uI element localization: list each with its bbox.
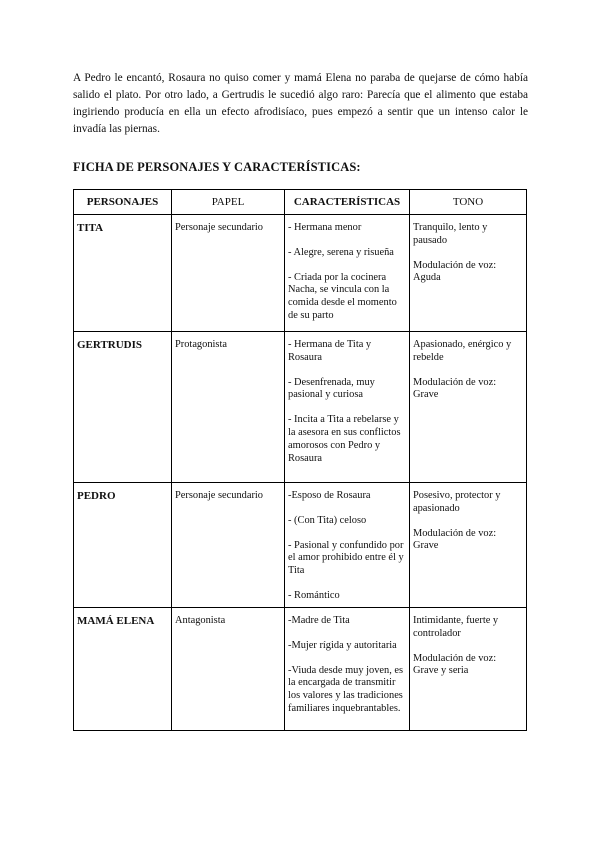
voice-modulation: Modulación de voz: Grave bbox=[413, 376, 497, 401]
trait-item: - Criada por la cocinera Nacha, se vincula con la comida desde el momento de su parto bbox=[288, 271, 397, 321]
trait-item: - Desenfrenada, muy pasional y curiosa bbox=[288, 376, 375, 401]
character-traits bbox=[285, 608, 410, 731]
table-row bbox=[74, 483, 527, 608]
character-role: Personaje secundario bbox=[172, 215, 285, 332]
character-role: Personaje secundario bbox=[172, 483, 285, 608]
trait-item: -Mujer rígida y autoritaria bbox=[288, 639, 397, 651]
character-traits bbox=[285, 332, 410, 483]
trait-item: - Romántico bbox=[288, 589, 340, 601]
character-name: TITA bbox=[74, 215, 172, 332]
character-name: GERTRUDIS bbox=[74, 332, 172, 483]
trait-item: -Viuda desde muy joven, es la encargada de transmitir los valores y las tradiciones familiares inquebrantables. bbox=[288, 664, 404, 714]
table-row bbox=[74, 608, 527, 731]
trait-item: - Pasional y confundido por el amor prohibido entre él y Tita bbox=[288, 539, 404, 577]
character-role: Protagonista bbox=[172, 332, 285, 483]
character-name: PEDRO bbox=[74, 483, 172, 608]
trait-item: - Hermana de Tita y Rosaura bbox=[288, 339, 372, 363]
tone-description: Intimidante, fuerte y controlador bbox=[413, 615, 499, 639]
character-table bbox=[73, 189, 527, 731]
character-tone bbox=[410, 483, 527, 608]
character-tone bbox=[410, 332, 527, 483]
voice-modulation: Modulación de voz: Grave y seria bbox=[413, 652, 497, 677]
tone-description: Tranquilo, lento y pausado bbox=[413, 222, 488, 246]
character-tone bbox=[410, 608, 527, 731]
intro-paragraph: A Pedro le encantó, Rosaura no quiso comer y mamá Elena no paraba de quejarse de cómo había salido el plato. Por otro lado, a Gertrudis le sucedió algo raro: Parecía que el alimento que estaba ingiriendo producía en ella un efecto afrodisíaco, pues empezó a sentir que un intenso calor le invadía las piernas. bbox=[73, 72, 528, 135]
table-row bbox=[74, 215, 527, 332]
character-tone bbox=[410, 215, 527, 332]
header-personajes: PERSONAJES bbox=[74, 190, 172, 215]
trait-item: - (Con Tita) celoso bbox=[288, 514, 367, 526]
trait-item: - Incita a Tita a rebelarse y la asesora en sus conflictos amorosos con Pedro y Rosaura bbox=[288, 414, 401, 464]
trait-item: -Esposo de Rosaura bbox=[288, 490, 371, 501]
character-traits bbox=[285, 483, 410, 608]
voice-modulation: Modulación de voz: Aguda bbox=[413, 259, 497, 284]
header-caracteristicas: CARACTERÍSTICAS bbox=[285, 190, 410, 215]
section-title: FICHA DE PERSONAJES Y CARACTERÍSTICAS: bbox=[73, 160, 361, 174]
header-papel: PAPEL bbox=[172, 190, 285, 215]
character-traits bbox=[285, 215, 410, 332]
voice-modulation: Modulación de voz: Grave bbox=[413, 527, 497, 552]
trait-item: - Hermana menor bbox=[288, 222, 362, 233]
character-role: Antagonista bbox=[172, 608, 285, 731]
table-row bbox=[74, 332, 527, 483]
tone-description: Posesivo, protector y apasionado bbox=[413, 490, 501, 514]
table-header-row bbox=[74, 190, 527, 215]
character-name: MAMÁ ELENA bbox=[74, 608, 172, 731]
trait-item: -Madre de Tita bbox=[288, 615, 350, 626]
header-tono: TONO bbox=[410, 190, 527, 215]
trait-item: - Alegre, serena y risueña bbox=[288, 246, 394, 258]
tone-description: Apasionado, enérgico y rebelde bbox=[413, 339, 512, 363]
